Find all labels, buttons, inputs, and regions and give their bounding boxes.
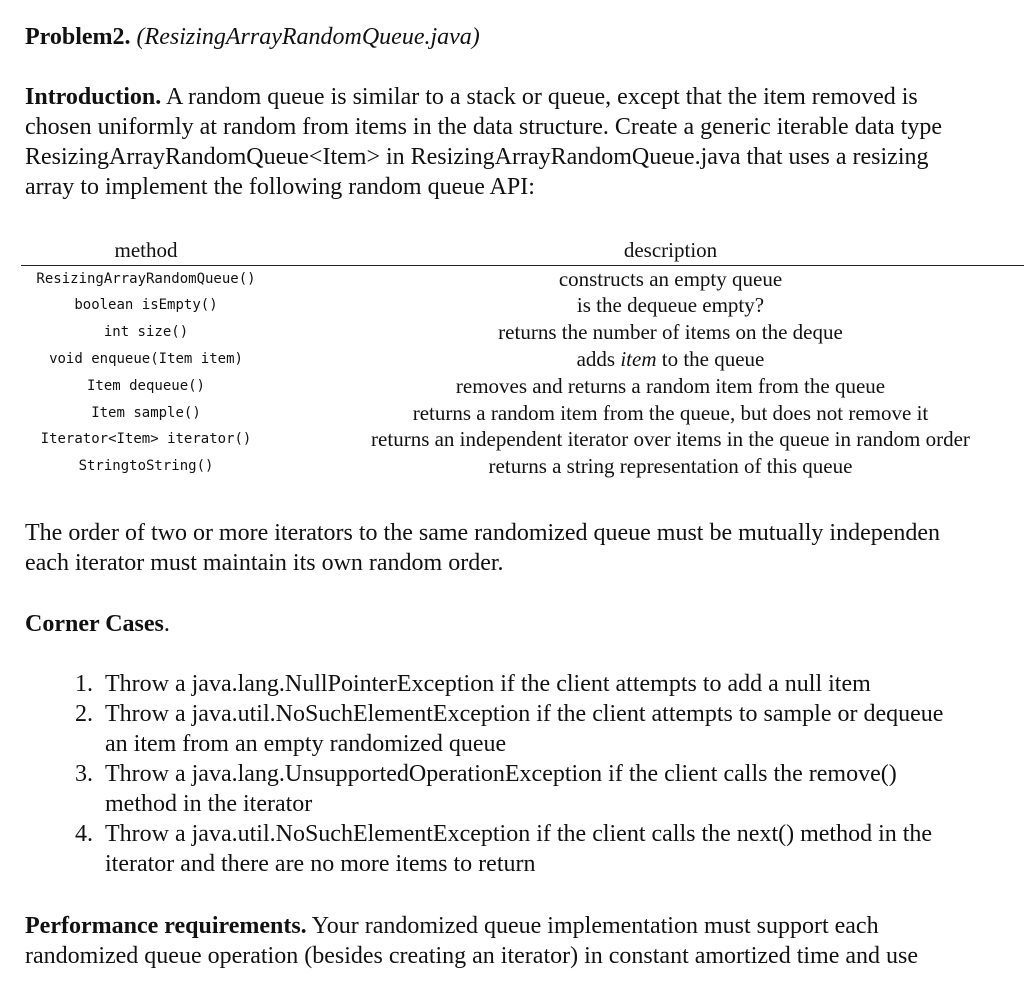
list-line: Throw a java.lang.NullPointerException if the client attempts to add a null item	[105, 671, 871, 697]
performance-line: randomized queue operation (besides creating an iterator) in constant amortized time and use	[25, 943, 918, 969]
api-row	[21, 319, 1024, 346]
method-signature: StringtoString()	[78, 458, 214, 474]
list-item	[63, 819, 1024, 879]
list-line: iterator and there are no more items to return	[105, 851, 536, 877]
corner-cases-heading	[25, 609, 1024, 639]
list-line: Throw a java.lang.UnsupportedOperationException if the client calls the remove()	[105, 761, 897, 787]
intro-label: Introduction.	[25, 84, 162, 110]
list-number: 2.	[75, 701, 93, 727]
description-part: adds	[576, 347, 621, 371]
method-signature: ResizingArrayRandomQueue()	[36, 271, 256, 287]
performance-line	[25, 911, 1024, 941]
intro-line	[25, 82, 1024, 112]
list-number: 4.	[75, 821, 93, 847]
order-paragraph	[25, 518, 1024, 578]
problem-title	[25, 24, 480, 51]
performance-label: Performance requirements.	[25, 913, 307, 939]
api-row	[21, 453, 1024, 480]
description-part: to the queue	[656, 347, 765, 371]
performance-paragraph	[25, 911, 1024, 971]
method-signature: boolean isEmpty()	[74, 297, 218, 313]
method-signature: int size()	[103, 324, 189, 340]
corner-cases-list	[63, 669, 1024, 879]
order-line: each iterator must maintain its own random order.	[25, 550, 504, 576]
api-table	[21, 238, 1024, 483]
method-signature: Iterator<Item> iterator()	[40, 431, 252, 447]
method-description: constructs an empty queue	[558, 267, 783, 291]
method-description: returns an independent iterator over items in the queue in random order	[371, 427, 970, 451]
header-description: description	[623, 238, 718, 262]
method-description: returns the number of items on the deque	[498, 320, 843, 344]
problem-label: Problem2.	[25, 24, 131, 50]
list-line: Throw a java.util.NoSuchElementException if the client calls the next() method in the	[105, 821, 933, 847]
api-row	[21, 346, 1024, 373]
intro-line: ResizingArrayRandomQueue<Item> in ResizingArrayRandomQueue.java that uses a resizing	[25, 144, 929, 170]
list-item	[63, 759, 1024, 819]
header-method: method	[114, 238, 178, 262]
corner-cases-label: Corner Cases	[25, 611, 164, 637]
method-description: returns a random item from the queue, but does not remove it	[412, 401, 929, 425]
method-signature: void enqueue(Item item)	[49, 351, 243, 367]
method-signature: Item dequeue()	[86, 378, 205, 394]
list-item	[63, 669, 1024, 699]
order-line: The order of two or more iterators to the same randomized queue must be mutually independen	[25, 520, 941, 546]
corner-cases-period: .	[163, 611, 170, 637]
method-description: removes and returns a random item from the queue	[455, 374, 886, 398]
method-description	[317, 346, 1024, 373]
problem-filename: (ResizingArrayRandomQueue.java)	[136, 24, 480, 50]
intro-text: A random queue is similar to a stack or queue, except that the item removed is	[161, 84, 918, 110]
list-item	[63, 699, 1024, 759]
method-description: is the dequeue empty?	[576, 293, 765, 317]
list-line: Throw a java.util.NoSuchElementException if the client attempts to sample or dequeue	[105, 701, 944, 727]
introduction-paragraph	[25, 82, 1024, 202]
intro-line: chosen uniformly at random from items in the data structure. Create a generic iterable data type	[25, 114, 942, 140]
api-row	[21, 426, 1024, 453]
list-number: 1.	[75, 671, 93, 697]
performance-text: Your randomized queue implementation must support each	[306, 913, 879, 939]
api-row	[21, 266, 1024, 293]
api-row	[21, 292, 1024, 319]
description-emphasis: item	[620, 347, 657, 371]
api-row	[21, 400, 1024, 427]
list-line: an item from an empty randomized queue	[105, 731, 507, 757]
api-table-header	[21, 238, 1024, 266]
method-description: returns a string representation of this queue	[488, 454, 853, 478]
intro-line: array to implement the following random queue API:	[25, 174, 535, 200]
list-line: method in the iterator	[105, 791, 313, 817]
api-row	[21, 373, 1024, 400]
list-number: 3.	[75, 761, 93, 787]
method-signature: Item sample()	[91, 405, 201, 421]
